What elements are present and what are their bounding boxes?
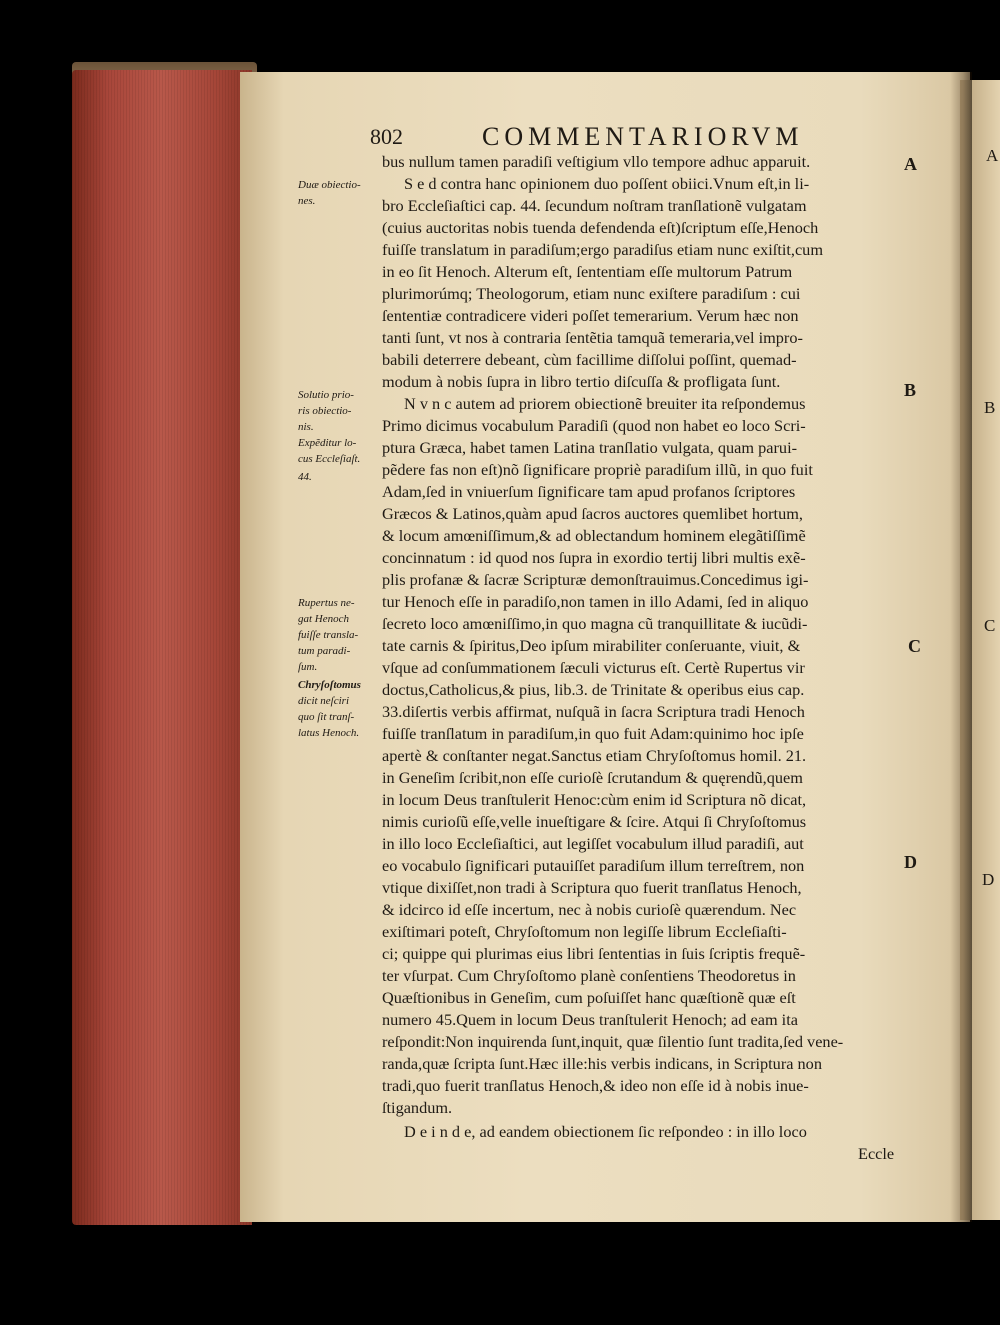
- book-page-edges: [72, 70, 252, 1225]
- body-line: (cuius auctoritas nobis tuenda defendenda eſt)ſcriptum eſſe,Henoch: [382, 218, 819, 237]
- margin-note: latus Henoch.: [298, 727, 360, 739]
- body-line: numero 45.Quem in locum Deus tranſtulerit Henoch; ad eam ita: [382, 1010, 798, 1029]
- body-line: eo vocabulo ſignificari putauiſſet paradiſum illum terreſtrem, non: [382, 856, 805, 875]
- body-line: & idcirco id eſſe incertum, nec à nobis curioſè quærendum. Nec: [382, 900, 797, 919]
- page-header: [370, 122, 910, 154]
- body-line: exiſtimari poteſt, Chryſoſtomum non legiſſe librum Eccleſiaſti-: [382, 922, 787, 941]
- margin-note: nis.: [298, 421, 314, 433]
- running-head: COMMENTARIORVM: [482, 122, 804, 151]
- body-line: ci; quippe qui plurimas eius libri ſententias in ſuis ſcriptis frequẽ-: [382, 944, 806, 963]
- body-line: plis profanæ & ſacræ Scripturæ demonſtrauimus.Concedimus igi-: [382, 570, 809, 589]
- body-line: bro Eccleſiaſtici cap. 44. ſecundum noſtram tranſlationẽ vulgatam: [382, 196, 807, 215]
- body-line: modum à nobis ſupra in libro tertio diſcuſſa & profligata ſunt.: [382, 372, 781, 391]
- margin-note: Expẽditur lo-: [298, 437, 357, 449]
- margin-note: cus Eccleſiaſt.: [298, 453, 361, 465]
- body-line: Adam,ſed in vniuerſum ſignificare tam apud profanos ſcriptores: [382, 482, 796, 501]
- body-line: in eo ſit Henoch. Alterum eſt, ſententiam eſſe multorum Patrum: [382, 262, 793, 281]
- right-page-letter-d: D: [982, 870, 995, 889]
- body-line: reſpondit:Non inquirenda ſunt,inquit, quæ ſilentio ſunt tradita,ſed vene-: [382, 1032, 844, 1051]
- section-letter-b: B: [904, 380, 917, 400]
- body-line: plurimorúmq; Theologorum, etiam nunc exiſtere paradiſum : cui: [382, 284, 801, 303]
- body-line: 33.diſertis verbis affirmat, nuſquã in ſacra Scriptura tradi Henoch: [382, 702, 805, 721]
- body-line: fuiſſe tranſlatum in paradiſum,in quo fuit Adam:quinimo hoc ipſe: [382, 724, 804, 743]
- body-line: tur Henoch eſſe in paradiſo,non tamen in illo Adami, ſed in aliquo: [382, 592, 809, 611]
- body-line: N v n c autem ad priorem obiectionẽ breuiter ita reſpondemus: [404, 394, 806, 413]
- body-line: ptura Græca, habet tamen Latina tranſlatio vulgata, quam parui-: [382, 438, 798, 457]
- body-line: ter vſurpat. Cum Chryſoſtomo planè conſentiens Theodoretus in: [382, 966, 796, 985]
- section-letter-c: C: [908, 636, 921, 656]
- body-line: ſententiæ contradicere videri poſſet temerarium. Verum hæc non: [382, 306, 799, 325]
- body-line: randa,quæ ſcripta ſunt.Hæc ille:his verbis indicans, in Scriptura non: [382, 1054, 822, 1073]
- section-letter-a: A: [904, 154, 917, 174]
- body-line: bus nullum tamen paradiſi veſtigium vllo tempore adhuc apparuit.: [382, 152, 811, 171]
- body-line: in Geneſim ſcribit,non eſſe curioſè ſcrutandum & quęrendũ,quem: [382, 768, 803, 787]
- margin-note: nes.: [298, 195, 316, 207]
- body-line: ſtigandum.: [382, 1098, 453, 1117]
- body-line: vſque ad conſummationem ſæculi victurus eſt. Certè Rupertus vir: [382, 658, 805, 677]
- body-line: pẽdere fas non eſt)nõ ſignificare propriè paradiſum illũ, in quo fuit: [382, 460, 813, 479]
- body-line: apertè & conſtanter negat.Sanctus etiam Chryſoſtomus homil. 21.: [382, 746, 807, 765]
- body-line: ſecreto loco amœniſſimo,in quo magna cũ tranquillitate & iucũdi-: [382, 614, 808, 633]
- body-line: tradi,quo fuerit tranſlatus Henoch,& ideo non eſſe id à nobis inue-: [382, 1076, 809, 1095]
- body-line: vtique dixiſſet,non tradi à Scriptura quo fuerit tranſlatus Henoch,: [382, 878, 802, 897]
- margin-note: Rupertus ne-: [298, 597, 355, 609]
- margin-note: Duæ obiectio-: [298, 179, 361, 191]
- margin-note: quo ſit tranſ-: [298, 711, 355, 723]
- margin-note: 44.: [298, 471, 312, 483]
- body-line: tate carnis & ſpiritus,Deo ipſum mirabiliter conſeruante, viuit, &: [382, 636, 801, 655]
- margin-note: dicit neſciri: [298, 695, 350, 707]
- page-number: 802: [370, 124, 403, 149]
- body-line: Primo dicimus vocabulum Paradiſi (quod non habet eo loco Scri-: [382, 416, 806, 435]
- right-page-letter-b: B: [984, 398, 996, 417]
- body-line: S e d contra hanc opinionem duo poſſent obiici.Vnum eſt,in li-: [404, 174, 810, 193]
- margin-note: ris obiectio-: [298, 405, 352, 417]
- margin-note: fuiſſe transla-: [298, 629, 359, 641]
- margin-note: tum paradi-: [298, 645, 351, 657]
- body-line: & locum amœniſſimum,& ad oblectandum hominem elegãtiſſimẽ: [382, 526, 806, 545]
- margin-note: ſum.: [298, 661, 318, 673]
- margin-note: Solutio prio-: [298, 389, 354, 401]
- catchword: Eccle: [858, 1144, 895, 1163]
- body-line: nimis curioſũ eſſe,velle inueſtigare & ſcire. Atqui ſi Chryſoſtomus: [382, 812, 807, 831]
- body-line: in illo loco Eccleſiaſtici, aut legiſſet vocabulum illud paradiſi, aut: [382, 834, 804, 853]
- body-line: Græcos & Latinos,quàm apud ſacros auctores quemlibet hortum,: [382, 504, 803, 523]
- body-line: tanti ſunt, vt nos à contraria ſentẽtia tamquã temeraria,vel impro-: [382, 328, 803, 347]
- body-line: Quæſtionibus in Geneſim, cum poſuiſſet hanc quæſtionẽ quæ eſt: [382, 988, 796, 1007]
- body-line: concinnatum : id quod nos ſupra in exordio tertij libri multis exẽ-: [382, 548, 806, 567]
- margin-note: gat Henoch: [298, 613, 350, 625]
- section-letter-d: D: [904, 852, 917, 872]
- body-line: fuiſſe translatum in paradiſum;ergo paradiſus etiam nunc exiſtit,cum: [382, 240, 823, 259]
- margin-note: Chryſoſtomus: [298, 679, 361, 691]
- body-line: babili deterrere debeant, cùm facillime diſſolui poſſint, quemad-: [382, 350, 797, 369]
- gutter-shadow: [950, 72, 972, 1222]
- right-page-letter-a: A: [986, 146, 999, 165]
- body-line: D e i n d e, ad eandem obiectionem ſic reſpondeo : in illo loco: [404, 1122, 807, 1141]
- body-line: in locum Deus tranſtulerit Henoc:cùm enim id Scriptura nõ dicat,: [382, 790, 807, 809]
- right-page-letter-c: C: [984, 616, 996, 635]
- body-line: doctus,Catholicus,& pius, lib.3. de Trinitate & operibus eius cap.: [382, 680, 805, 699]
